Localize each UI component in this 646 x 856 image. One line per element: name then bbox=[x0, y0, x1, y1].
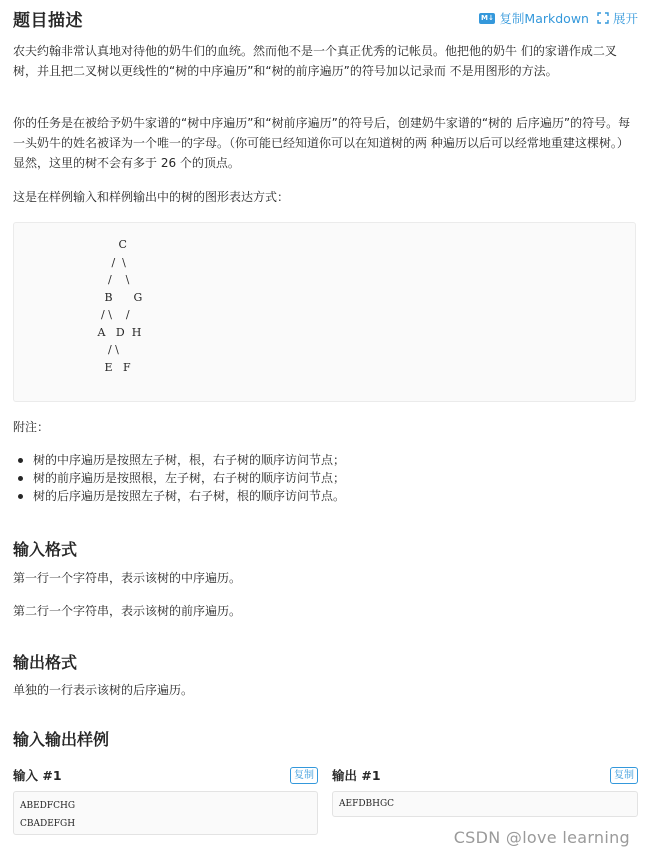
copy-markdown-label: 复制Markdown bbox=[499, 11, 589, 26]
sample-input-panel bbox=[13, 765, 318, 835]
list-item: 树的中序遍历是按照左子树，根，右子树的顺序访问节点； bbox=[13, 451, 345, 469]
sample-output-title: 输出 #1 bbox=[332, 768, 381, 783]
sample-input-line: CBADEFGH bbox=[20, 819, 76, 829]
copy-markdown-button[interactable] bbox=[479, 9, 589, 27]
expand-button[interactable] bbox=[597, 9, 638, 27]
tree-diagram-block bbox=[13, 222, 636, 402]
description-paragraph-3: 这是在样例输入和样例输出中的树的图形表达方式： bbox=[13, 190, 290, 204]
watermark: CSDN @love learning bbox=[453, 828, 630, 847]
expand-icon bbox=[597, 12, 609, 24]
sample-input-title: 输入 #1 bbox=[13, 768, 62, 783]
list-item: 树的后序遍历是按照左子树，右子树，根的顺序访问节点。 bbox=[13, 487, 345, 505]
problem-header bbox=[13, 6, 638, 30]
sample-output-header bbox=[332, 765, 638, 785]
tree-diagram: C / \ / \ B G / \ / A D H / \ E F bbox=[97, 238, 143, 374]
markdown-icon: M↓ bbox=[481, 13, 494, 22]
expand-label: 展开 bbox=[612, 11, 638, 26]
header-actions bbox=[479, 9, 638, 27]
sample-output-line: AEFDBHGC bbox=[339, 799, 395, 809]
note-label: 附注： bbox=[13, 420, 50, 434]
sample-input-box bbox=[13, 791, 318, 835]
samples-title: 输入输出样例 bbox=[13, 730, 110, 749]
copy-input-button[interactable]: 复制 bbox=[290, 767, 318, 784]
sample-output-panel bbox=[332, 765, 638, 817]
input-format-line-1: 第一行一个字符串，表示该树的中序遍历。 bbox=[13, 571, 242, 585]
sample-input-line: ABEDFCHG bbox=[20, 801, 76, 811]
sample-output-box bbox=[332, 791, 638, 817]
input-format-line-2: 第二行一个字符串，表示该树的前序遍历。 bbox=[13, 604, 242, 618]
description-paragraph-1: 农夫约翰非常认真地对待他的奶牛们的血统。然而他不是一个真正优秀的记帐员。他把他的奶牛 们的家谱作成二叉树，并且把二叉树以更线性的“树的中序遍历”和“树的前序遍历”的符号加以记录而 不是用图形的方法。 bbox=[13, 44, 617, 78]
input-format-title: 输入格式 bbox=[13, 540, 78, 559]
copy-output-button[interactable]: 复制 bbox=[610, 767, 638, 784]
problem-title: 题目描述 bbox=[13, 10, 83, 31]
description-paragraph-2: 你的任务是在被给予奶牛家谱的“树中序遍历”和“树前序遍历”的符号后，创建奶牛家谱的“树的 后序遍历”的符号。每一头奶牛的姓名被译为一个唯一的字母。（你可能已经知道你可以在知道树的两 种遍历以后可以经常地重建这棵树。）显然，这里的树不会有多于 26 个的顶点。 bbox=[13, 116, 631, 170]
output-format-line-1: 单独的一行表示该树的后序遍历。 bbox=[13, 683, 194, 697]
output-format-title: 输出格式 bbox=[13, 653, 78, 672]
notes-list bbox=[13, 451, 345, 505]
sample-input-header bbox=[13, 765, 318, 785]
list-item: 树的前序遍历是按照根，左子树，右子树的顺序访问节点； bbox=[13, 469, 345, 487]
